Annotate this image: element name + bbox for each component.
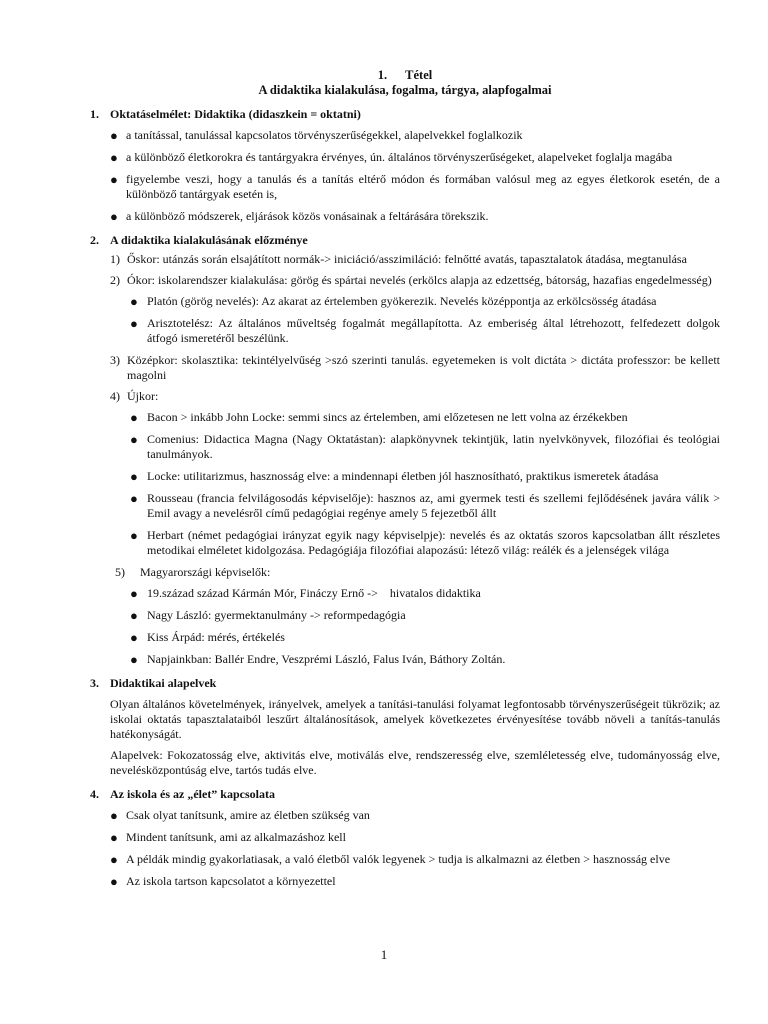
bullet-icon: ● xyxy=(130,630,138,645)
bullet-icon: ● xyxy=(130,652,138,667)
section-heading-4: 4. Az iskola és az „élet” kapcsolata xyxy=(90,787,275,801)
bullet-icon: ● xyxy=(110,172,118,187)
list-item: ● Rousseau (francia felvilágosodás képviselője): hasznos az, ami gyermek testi és szellemi fejlődésének javára válik > Emil avagy a nevelésről című pedagógiai regénye amely 5 fejezetből állt xyxy=(130,491,720,520)
bullet-icon: ● xyxy=(130,432,138,447)
history-list xyxy=(90,252,720,667)
list-item: ● Bacon > inkább John Locke: semmi sincs az értelemben, ami előzetesen ne lett volna az érzékekben xyxy=(130,410,628,425)
list-item: ● Mindent tanítsunk, ami az alkalmazáshoz kell xyxy=(110,830,346,845)
numbered-item: 2) Ókor: iskolarendszer kialakulása: görög és spártai nevelés (erkölcs alapja az edzettség, bátorság, hazafias engedelmesség) ● Platón (görög nevelés): Az akarat az értelemben gyökerezik. Nevelés középpontja az erkölcsösség átadása ● Arisztotelész: Az általános műveltség fogalmát megállapította. Az emberiség által létrehozott, felfedezett dolgok átfogó ismeretéről beszélünk. xyxy=(90,273,720,346)
list-item: ● Comenius: Didactica Magna (Nagy Oktatástan): alapkönyvnek tekintjük, latin nyelvkönyvek, filozófiai és teológiai tanulmányok. xyxy=(130,432,720,461)
section-3-paragraph-2: Alapelvek: Fokozatosság elve, aktivitás elve, motiválás elve, rendszeresség elve, szemléletesség elve, tudományosság elve, nevelésközpontúság elve, tartós tudás elve. xyxy=(110,748,720,777)
bullet-icon: ● xyxy=(110,150,118,165)
sub-list xyxy=(90,294,720,346)
list-item: ● Csak olyat tanítsunk, amire az életben szükség van xyxy=(110,808,370,823)
bullet-icon: ● xyxy=(110,830,118,845)
section-heading-3: 3. Didaktikai alapelvek xyxy=(90,676,217,690)
section-heading-2: 2. A didaktika kialakulásának előzménye xyxy=(90,233,308,247)
bullet-icon: ● xyxy=(110,209,118,224)
bullet-icon: ● xyxy=(130,410,138,425)
list-item: ● Kiss Árpád: mérés, értékelés xyxy=(130,630,285,645)
document-title xyxy=(90,68,720,83)
bullet-icon: ● xyxy=(130,608,138,623)
bullet-icon: ● xyxy=(130,586,138,601)
page-number: 1 xyxy=(380,947,388,962)
section-1-list xyxy=(90,128,720,224)
bullet-icon: ● xyxy=(110,128,118,143)
list-item: ● Arisztotelész: Az általános műveltség fogalmát megállapította. Az emberiség által létrehozott, felfedezett dolgok átfogó ismeretéről beszélünk. xyxy=(130,316,720,345)
numbered-item: 5) Magyarországi képviselők: ● 19.század század Kármán Mór, Fináczy Ernő -> hivatalos didaktika ● Nagy László: gyermektanulmány -> reformpedagógia ● Kiss Árpád: mérés, értékelés ● Napjainkban: Ballér Endre, Veszprémi László, Falus Iván, Báthory Zoltán. xyxy=(90,565,720,667)
list-item: ● a különböző módszerek, eljárások közös vonásainak a feltárására törekszik. xyxy=(110,209,489,224)
list-item: ● 19.század század Kármán Mór, Fináczy Ernő -> hivatalos didaktika xyxy=(130,586,481,601)
bullet-icon: ● xyxy=(110,874,118,889)
list-item: ● Napjainkban: Ballér Endre, Veszprémi László, Falus Iván, Báthory Zoltán. xyxy=(130,652,506,667)
title-number: 1. xyxy=(377,68,388,82)
sub-list xyxy=(90,586,720,667)
list-item: ● a különböző életkorokra és tantárgyakra érvényes, ún. általános törvényszerűségeket, alapelveket foglalja magába xyxy=(110,150,673,165)
bullet-icon: ● xyxy=(130,316,138,331)
bullet-icon: ● xyxy=(130,491,138,506)
sub-list xyxy=(90,410,720,558)
list-item: ● A példák mindig gyakorlatiasak, a való életből valók legyenek > tudja is alkalmazni az életben > hasznosság elve xyxy=(110,852,671,867)
document-subtitle: A didaktika kialakulása, fogalma, tárgya, alapfogalmai xyxy=(258,83,552,97)
document-page xyxy=(90,68,720,896)
list-item: ● Platón (görög nevelés): Az akarat az értelemben gyökerezik. Nevelés középpontja az erkölcsösség átadása xyxy=(130,294,657,309)
bullet-icon: ● xyxy=(130,528,138,543)
list-item: ● a tanítással, tanulással kapcsolatos törvényszerűségekkel, alapelvekkel foglalkozik xyxy=(110,128,523,143)
numbered-item: 4) Újkor: ● Bacon > inkább John Locke: semmi sincs az értelemben, ami előzetesen ne lett volna az érzékekben ● Comenius: Didactica Magna (Nagy Oktatástan): alapkönyvnek tekintjük, latin nyelvkönyvek, filozófiai és teológiai tanulmányok. ● Locke: utilitarizmus, hasznosság elve: a mindennapi életben jól hasznosítható, praktikus ismeretek átadása ● Rousseau (francia felvilágosodás képviselője): hasznos az, ami gyermek testi és szellemi fejlődésének javára válik > Emil avagy a nevelésről című pedagógiai regénye amely 5 fejezetből állt ● Herbart (német pedagógiai irányzat egyik nagy képviselpje): nevelés és az oktatás szoros kapcsolatban állt részletes metodikai elméletet kidolgozása. Pedagógiája filozófiai alapozású: létező világ: reálék és a jelenségek világa xyxy=(90,389,720,558)
list-item: ● Az iskola tartson kapcsolatot a környezettel xyxy=(110,874,336,889)
title-word: Tétel xyxy=(405,68,433,82)
bullet-icon: ● xyxy=(130,294,138,309)
bullet-icon: ● xyxy=(130,469,138,484)
numbered-item: 3) Középkor: skolasztika: tekintélyelvűség >szó szerinti tanulás. egyetemeken is volt dictáta > dictáta professzor: be kellett magolni xyxy=(110,353,720,382)
list-item: ● Nagy László: gyermektanulmány -> reformpedagógia xyxy=(130,608,406,623)
section-heading-1: 1. Oktatáselmélet: Didaktika (didaszkein = oktatni) xyxy=(90,107,361,121)
section-3-paragraph-1: Olyan általános követelmények, irányelvek, amelyek a tanítási-tanulási folyamat legfontosabb törvényszerűségeit tükrözik; az iskolai oktatás tapasztalataiból leszűrt általánosítások, amelyek következetes érvényesítése tovább növeli a tanítás-tanulás hatékonyságát. xyxy=(110,697,720,741)
list-item: ● Locke: utilitarizmus, hasznosság elve: a mindennapi életben jól hasznosítható, praktikus ismeretek átadása xyxy=(130,469,659,484)
list-item: ● Herbart (német pedagógiai irányzat egyik nagy képviselpje): nevelés és az oktatás szoros kapcsolatban állt részletes metodikai elméletet kidolgozása. Pedagógiája filozófiai alapozású: létező világ: reálék és a jelenségek világa xyxy=(130,528,720,557)
bullet-icon: ● xyxy=(110,852,118,867)
numbered-item: 1) Őskor: utánzás során elsajátított normák-> iniciáció/asszimiláció: felnőtté avatás, tapasztalatok átadása, megtanulása xyxy=(110,252,687,266)
list-item: ● figyelembe veszi, hogy a tanulás és a tanítás eltérő módon és formában valósul meg az egyes életkorok esetén, de a különböző tantárgyak esetén is, xyxy=(110,172,720,201)
section-4-list xyxy=(90,808,720,889)
bullet-icon: ● xyxy=(110,808,118,823)
